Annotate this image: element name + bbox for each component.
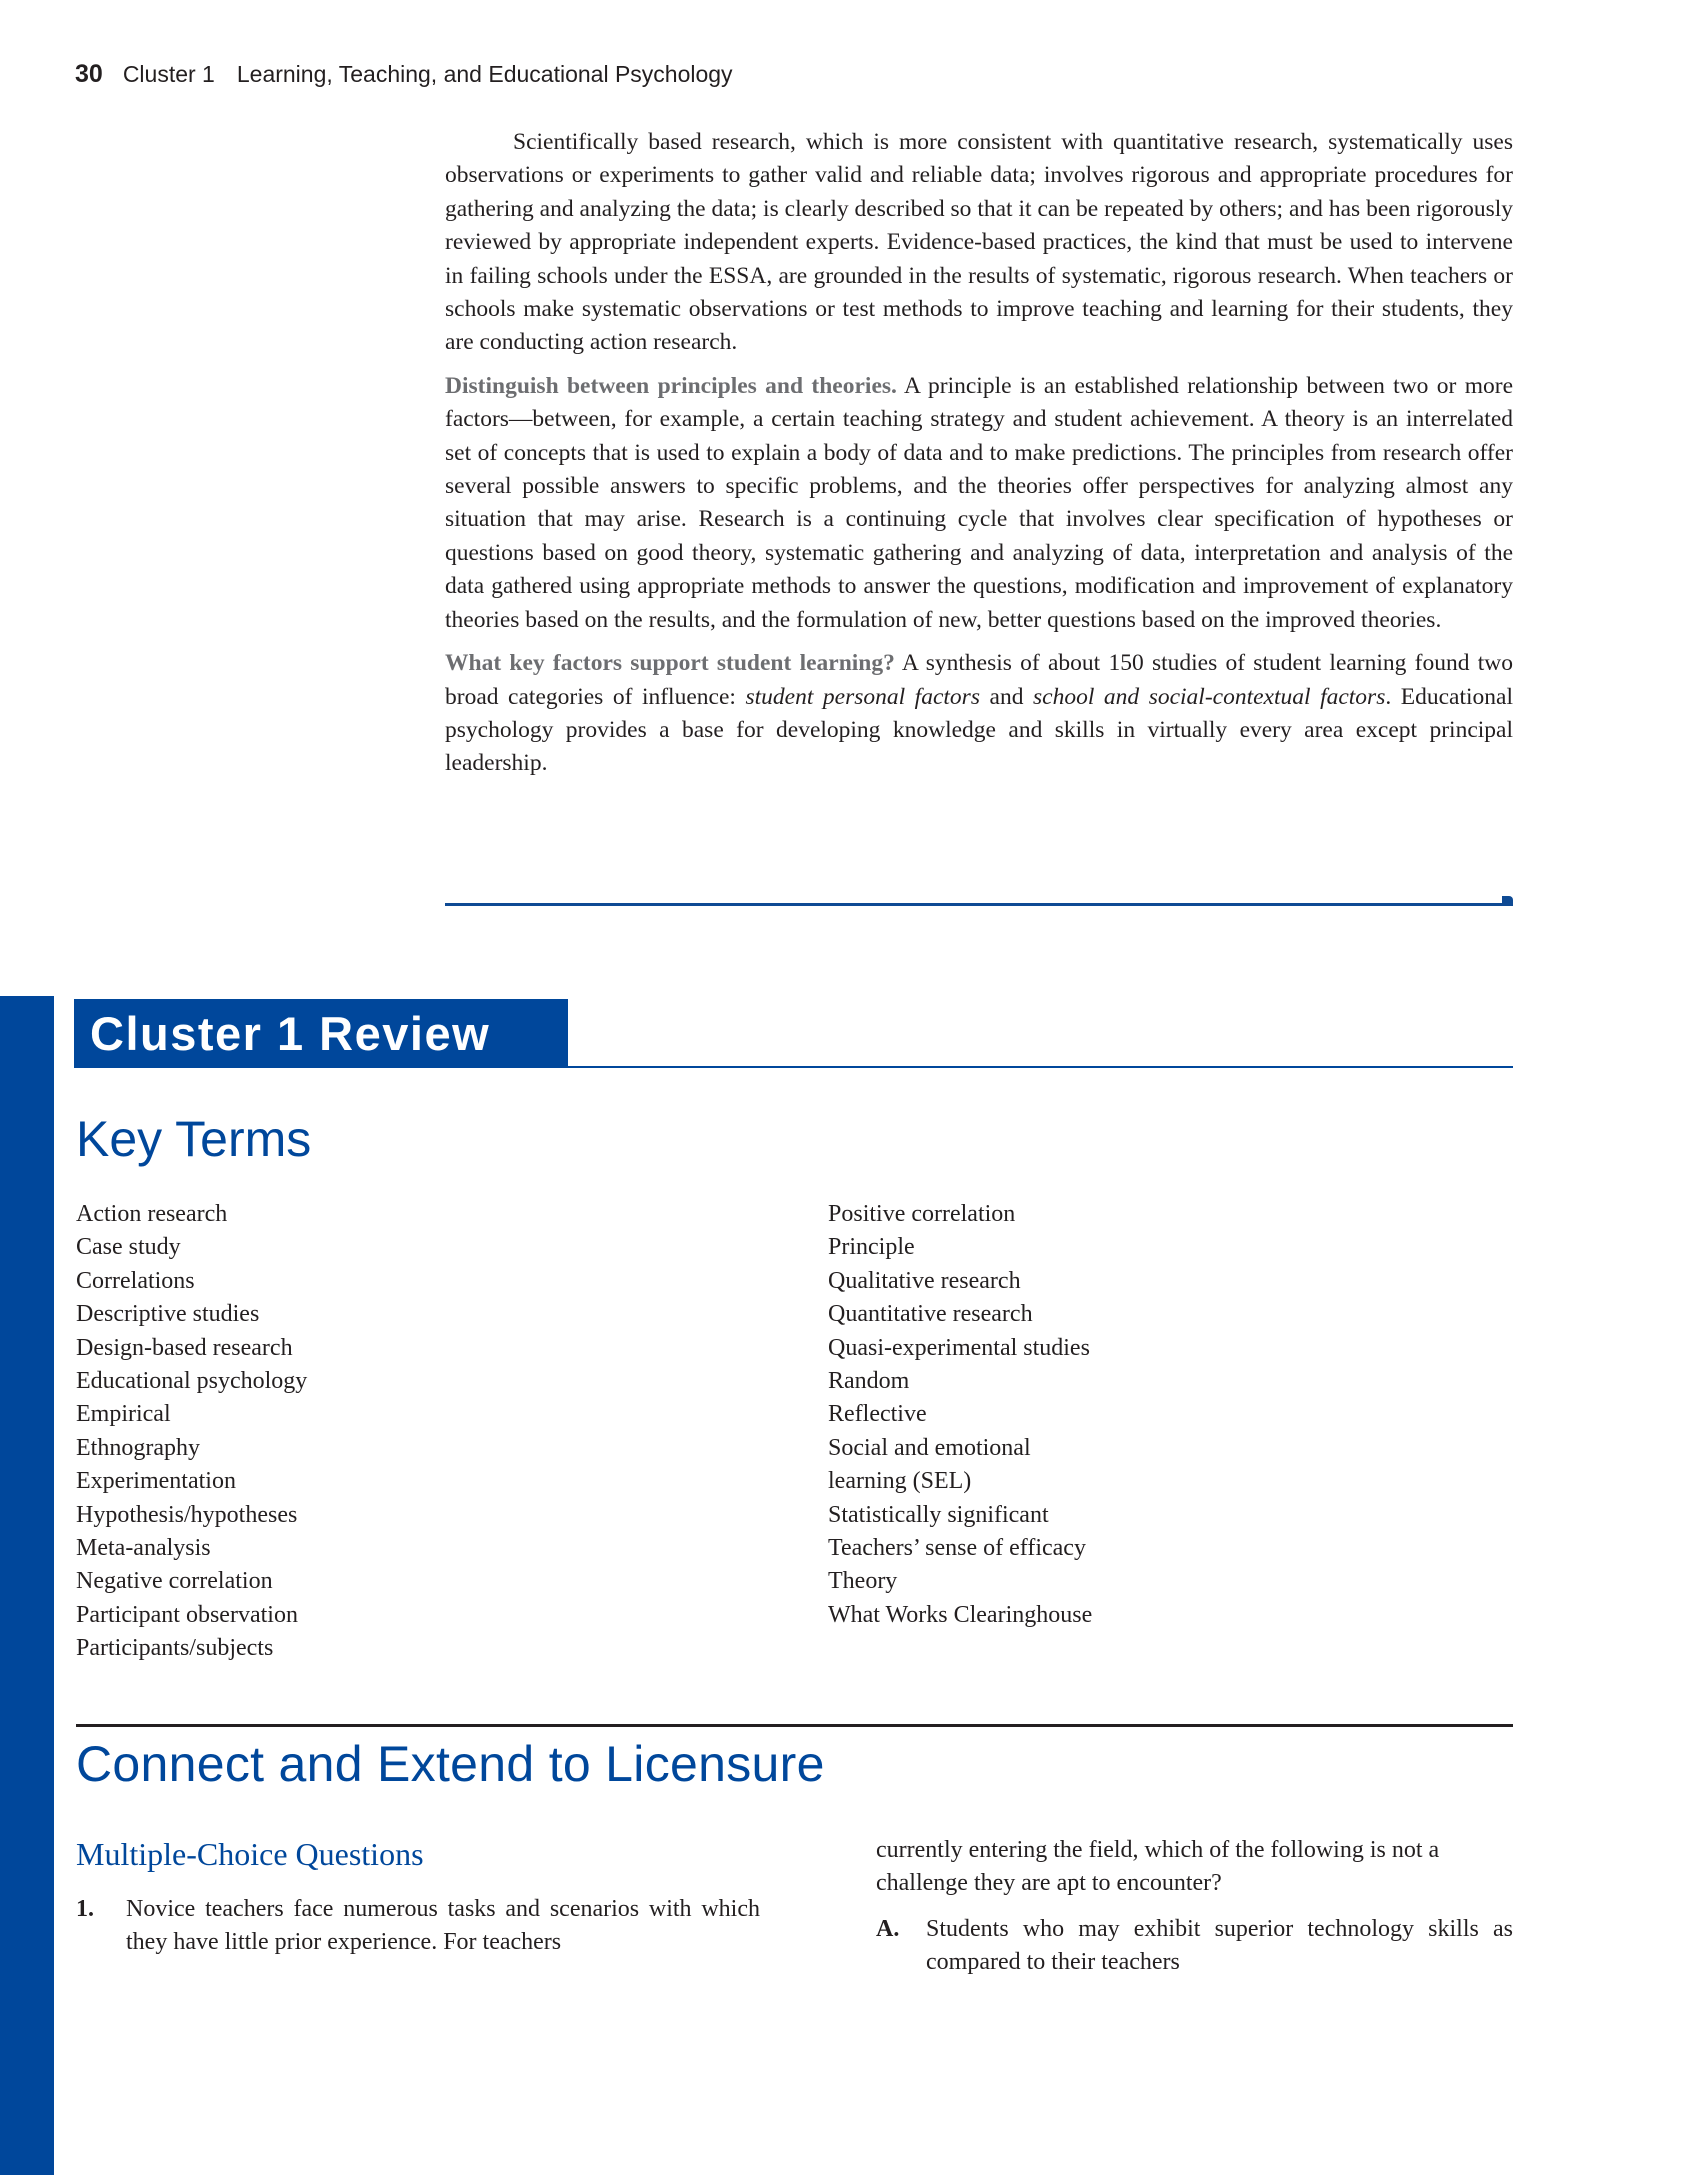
key-term: Principle: [828, 1234, 915, 1261]
licensure-rule: [76, 1724, 1513, 1727]
factors-term-personal: student personal factors: [745, 683, 980, 710]
key-term: What Works Clearinghouse: [828, 1601, 1093, 1628]
cluster-review-title: Cluster 1 Review: [74, 999, 568, 1068]
key-term: Quantitative research: [828, 1301, 1033, 1328]
key-term: Social and emotional: [828, 1434, 1031, 1461]
factors-text-b: and: [989, 683, 1024, 710]
factors-text-a: A synthesis of about 150 studies of student learning found two broad categories of influence:: [445, 650, 1513, 710]
section-end-marker: [1502, 896, 1513, 906]
page-number: 30: [75, 60, 103, 88]
factors-lead: What key factors support student learning?: [445, 650, 895, 677]
factors-term-contextual: school and social-contextual factors: [1033, 683, 1386, 710]
question-text: Novice teachers face numerous tasks and scenarios with which they have little prior experience. For teachers: [126, 1896, 760, 1956]
factors-paragraph: [445, 647, 1513, 781]
key-term: Theory: [828, 1568, 898, 1595]
key-terms-list-right: [828, 1198, 1092, 1632]
section-end-rule: [445, 903, 1505, 906]
licensure-heading: Connect and Extend to Licensure: [76, 1736, 825, 1792]
key-term: Educational psychology: [76, 1368, 308, 1395]
key-term: Meta-analysis: [76, 1535, 211, 1562]
key-term: Positive correlation: [828, 1201, 1016, 1227]
key-term: Qualitative research: [828, 1267, 1021, 1294]
key-term: Hypothesis/hypotheses: [76, 1501, 298, 1528]
question-1: [76, 1893, 760, 1960]
running-head-cluster: Cluster 1: [122, 61, 215, 87]
factors-text-c: . Educational psychology provides a base for developing knowledge and skills in virtually every area except principal leadership.: [445, 683, 1514, 777]
key-term: Reflective: [828, 1401, 927, 1428]
key-term: Participants/subjects: [76, 1635, 274, 1662]
principles-lead: Distinguish between principles and theories.: [445, 372, 897, 399]
key-term: Teachers’ sense of efficacy: [828, 1535, 1086, 1562]
key-term: Random: [828, 1368, 910, 1395]
key-term: Action research: [76, 1201, 228, 1227]
key-term: Case study: [76, 1234, 181, 1261]
question-text-continued: currently entering the field, which of the following is not a challenge they are apt to encounter?: [876, 1837, 1440, 1897]
research-paragraph: Scientifically based research, which is more consistent with quantitative research, systematically uses observations or experiments to gather valid and reliable data; involves rigorous and appropriate procedures for gathering and analyzing the data; is clearly described so that it can be repeated by others; and has been rigorously reviewed by appropriate independent experts. Evidence-based practices, the kind that must be used to intervene in failing schools under the ESSA, are grounded in the results of systematic, rigorous research. When teachers or schools make systematic observations or test methods to improve teaching and learning for their students, they are conducting action research.: [445, 129, 1513, 356]
question-number: 1.: [76, 1896, 94, 1922]
option-letter: A.: [876, 1916, 900, 1942]
running-head: [75, 60, 733, 89]
key-term: Empirical: [76, 1401, 171, 1428]
key-term: Statistically significant: [828, 1501, 1049, 1528]
key-term: Experimentation: [76, 1468, 236, 1495]
mcq-heading: Multiple-Choice Questions: [76, 1836, 424, 1872]
key-term: Correlations: [76, 1267, 195, 1294]
review-title-rule: [568, 1066, 1513, 1068]
key-term: Quasi-experimental studies: [828, 1334, 1090, 1361]
key-term: Ethnography: [76, 1434, 200, 1461]
principles-body: A principle is an established relationship between two or more factors—between, for example, a certain teaching strategy and student achievement. A theory is an interrelated set of concepts that is used to explain a body of data and to make predictions. The principles from research offer several possible answers to specific problems, and the theories offer perspectives for analyzing almost any situation that may arise. Research is a continuing cycle that involves clear specification of hypotheses or questions based on good theory, systematic gathering and analyzing of data, interpretation and analysis of the data gathered using appropriate methods to answer the questions, modification and improvement of explanatory theories based on the results, and the formulation of new, better questions based on the improved theories.: [445, 372, 1513, 633]
review-side-bar: [0, 996, 54, 2175]
key-term: Descriptive studies: [76, 1301, 260, 1328]
chapter-summary-text: [445, 126, 1513, 791]
answer-option-a: [876, 1913, 1513, 1980]
key-term: Negative correlation: [76, 1568, 273, 1595]
key-term: learning (SEL): [828, 1468, 972, 1495]
key-term: Design-based research: [76, 1334, 293, 1361]
option-text: Students who may exhibit superior technology skills as compared to their teachers: [926, 1916, 1513, 1976]
key-terms-heading: Key Terms: [76, 1111, 312, 1167]
key-term: Participant observation: [76, 1601, 298, 1628]
principles-paragraph: [445, 370, 1513, 637]
running-head-title: Learning, Teaching, and Educational Psychology: [236, 61, 733, 87]
key-terms-list-left: [76, 1198, 307, 1666]
